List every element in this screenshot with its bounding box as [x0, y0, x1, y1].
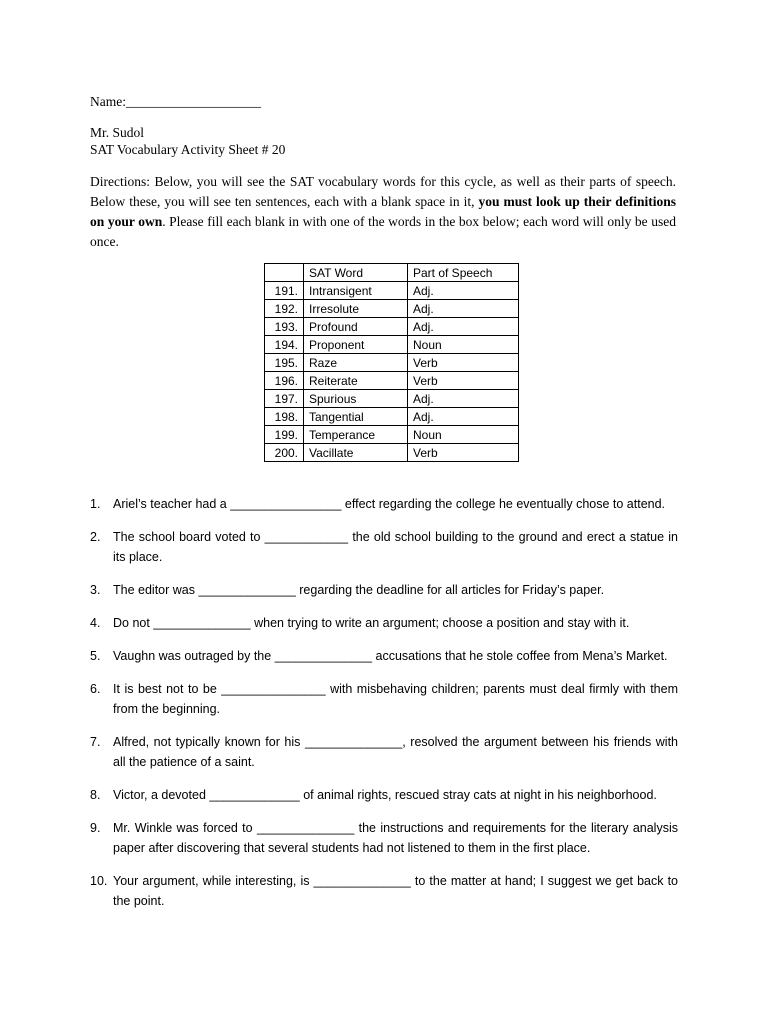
- directions-text-2: . Please fill each blank in with one of the words in the box below; each word will only be used once.: [90, 214, 676, 249]
- part-of-speech: Adj.: [408, 390, 519, 408]
- vocab-table: [264, 263, 519, 462]
- sat-word: Reiterate: [304, 372, 408, 390]
- sat-word: Intransigent: [304, 282, 408, 300]
- table-row: [265, 354, 519, 372]
- sat-word: Temperance: [304, 426, 408, 444]
- table-row: [265, 426, 519, 444]
- question-number: 3.: [90, 583, 101, 597]
- part-of-speech: Adj.: [408, 300, 519, 318]
- question-text: Vaughn was outraged by the ______________ accusations that he stole coffee from Mena’s Market.: [113, 649, 668, 663]
- word-number: 191.: [265, 282, 304, 300]
- sat-word: Vacillate: [304, 444, 408, 462]
- question-number: 9.: [90, 821, 101, 835]
- teacher-name: Mr. Sudol: [90, 125, 145, 140]
- header-part-of-speech: Part of Speech: [408, 264, 519, 282]
- sat-word: Proponent: [304, 336, 408, 354]
- part-of-speech: Adj.: [408, 408, 519, 426]
- word-number: 194.: [265, 336, 304, 354]
- question-text: The editor was ______________ regarding the deadline for all articles for Friday’s paper.: [113, 583, 605, 597]
- table-row: [265, 300, 519, 318]
- question-number: 6.: [90, 682, 101, 696]
- list-item: [90, 871, 678, 911]
- question-number: 8.: [90, 788, 101, 802]
- sheet-title: SAT Vocabulary Activity Sheet # 20: [90, 142, 286, 157]
- word-number: 197.: [265, 390, 304, 408]
- table-row: [265, 390, 519, 408]
- header-sat-word: SAT Word: [304, 264, 408, 282]
- word-number: 192.: [265, 300, 304, 318]
- list-item: [90, 785, 678, 805]
- question-number: 10.: [90, 874, 108, 888]
- question-text: Mr. Winkle was forced to ______________ the instructions and requirements for the literary analysis paper after discovering that several students had not listened to them in the first place.: [113, 821, 678, 855]
- question-text: Alfred, not typically known for his ______________, resolved the argument between his friends with all the patience of a saint.: [113, 735, 678, 769]
- list-item: [90, 494, 678, 514]
- question-list: [90, 494, 678, 924]
- list-item: [90, 818, 678, 858]
- table-row: [265, 318, 519, 336]
- word-number: 198.: [265, 408, 304, 426]
- directions-text-1: Directions: Below, you will see the SAT vocabulary words for this cycle, as well as their parts of speech. Below these, you will see ten sentences, each with a blank space in it,: [90, 174, 676, 209]
- list-item: [90, 732, 678, 772]
- question-text: It is best not to be _______________ with misbehaving children; parents must deal firmly with them from the beginning.: [113, 682, 678, 716]
- sat-word: Raze: [304, 354, 408, 372]
- word-number: 200.: [265, 444, 304, 462]
- question-text: Do not ______________ when trying to write an argument; choose a position and stay with it.: [113, 616, 630, 630]
- table-row: [265, 408, 519, 426]
- list-item: [90, 646, 678, 666]
- sat-word: Irresolute: [304, 300, 408, 318]
- table-row: [265, 444, 519, 462]
- word-number: 193.: [265, 318, 304, 336]
- question-text: Victor, a devoted _____________ of animal rights, rescued stray cats at night in his neighborhood.: [113, 788, 657, 802]
- question-text: Your argument, while interesting, is ______________ to the matter at hand; I suggest we get back to the point.: [113, 874, 678, 908]
- list-item: [90, 613, 678, 633]
- part-of-speech: Adj.: [408, 318, 519, 336]
- word-number: 199.: [265, 426, 304, 444]
- word-number: 195.: [265, 354, 304, 372]
- question-number: 7.: [90, 735, 101, 749]
- sat-word: Profound: [304, 318, 408, 336]
- directions-paragraph: [90, 172, 676, 252]
- name-line: Name:____________________: [90, 94, 261, 109]
- question-number: 4.: [90, 616, 101, 630]
- question-text: Ariel’s teacher had a ________________ effect regarding the college he eventually chose to attend.: [113, 497, 666, 511]
- list-item: [90, 580, 678, 600]
- question-text: The school board voted to ____________ the old school building to the ground and erect a statue in its place.: [113, 530, 678, 564]
- part-of-speech: Noun: [408, 336, 519, 354]
- list-item: [90, 679, 678, 719]
- part-of-speech: Noun: [408, 426, 519, 444]
- part-of-speech: Adj.: [408, 282, 519, 300]
- question-number: 2.: [90, 530, 101, 544]
- directions-bold-text: you must look up their definitions on your own: [90, 194, 676, 229]
- sat-word: Tangential: [304, 408, 408, 426]
- table-row: [265, 282, 519, 300]
- part-of-speech: Verb: [408, 354, 519, 372]
- header-number: [265, 264, 304, 282]
- table-row: [265, 336, 519, 354]
- sat-word: Spurious: [304, 390, 408, 408]
- table-row: [265, 372, 519, 390]
- vocab-table-header: [265, 264, 519, 282]
- word-number: 196.: [265, 372, 304, 390]
- question-number: 1.: [90, 497, 101, 511]
- part-of-speech: Verb: [408, 444, 519, 462]
- part-of-speech: Verb: [408, 372, 519, 390]
- list-item: [90, 527, 678, 567]
- question-number: 5.: [90, 649, 101, 663]
